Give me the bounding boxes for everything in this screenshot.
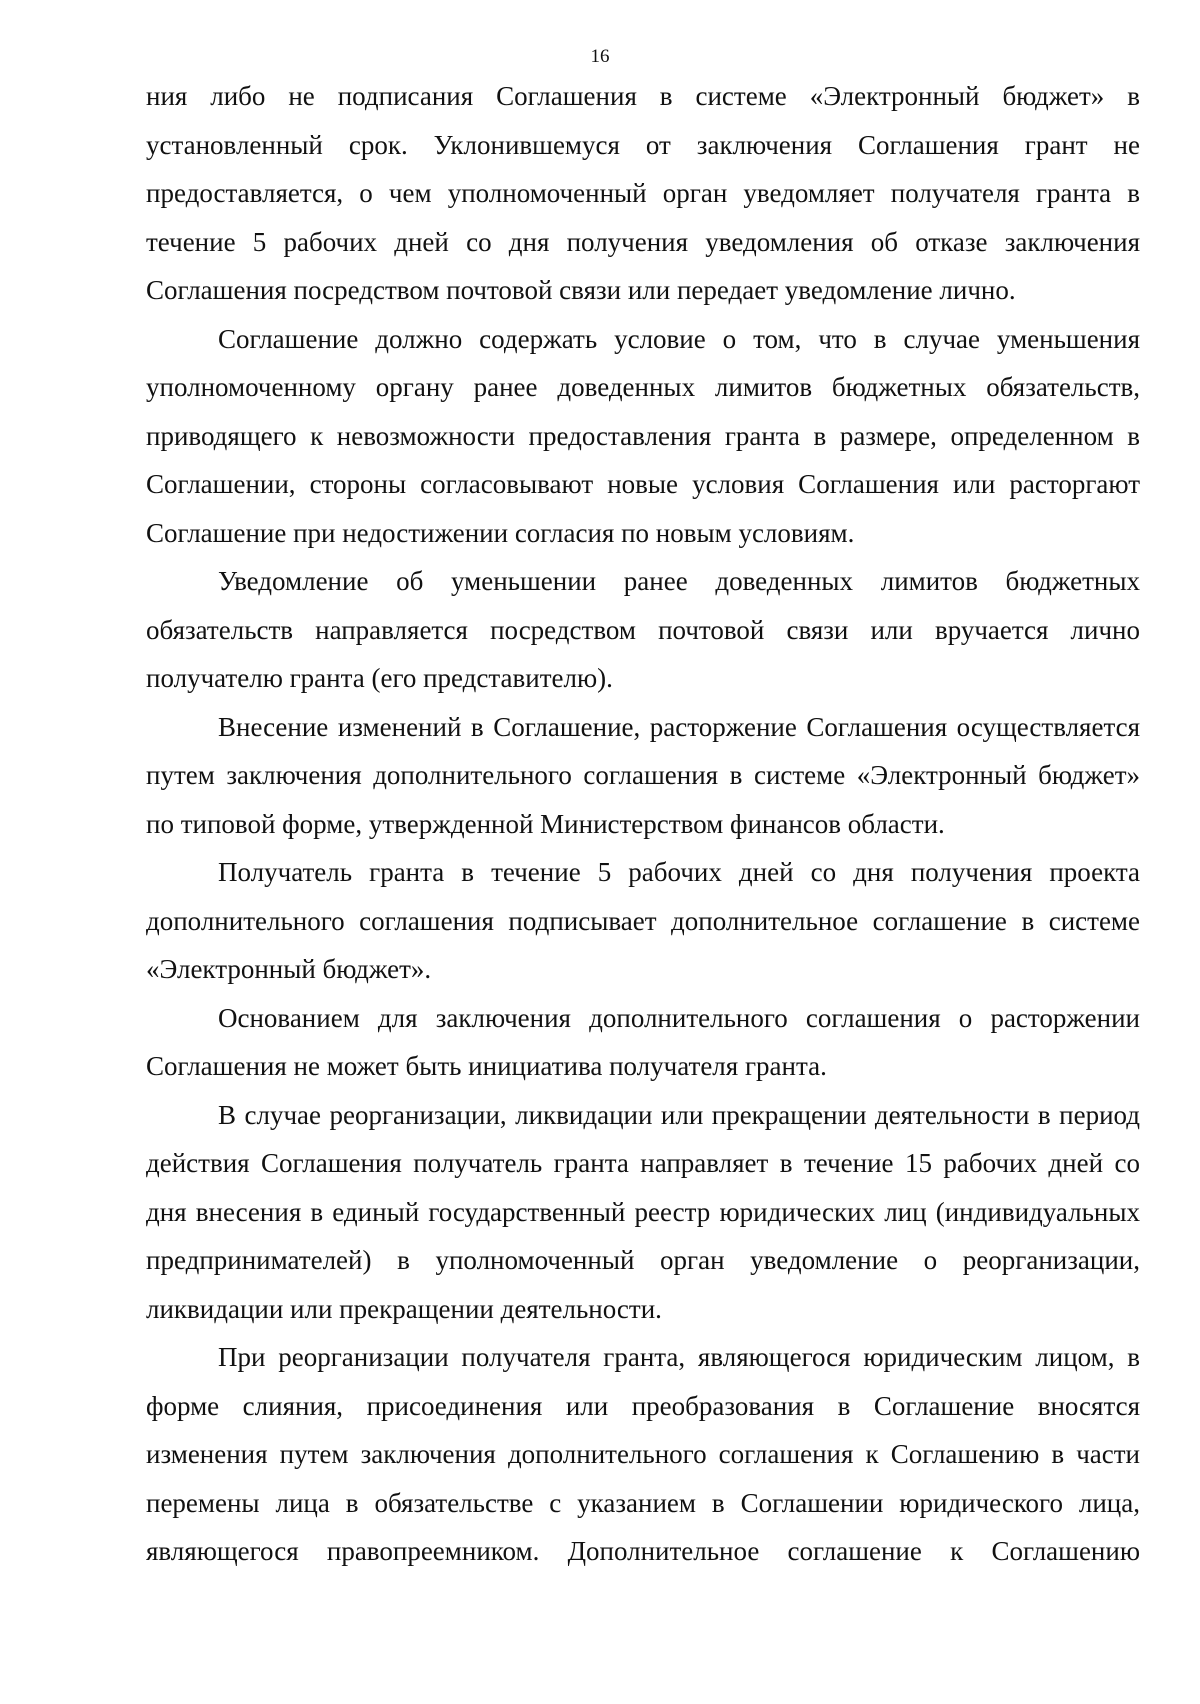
paragraph-7: В случае реорганизации, ликвидации или прекращении деятельности в период действия Соглашения получатель гранта направляет в течение 15 рабочих дней со дня внесения в единый государственный реестр юридических лиц (индивидуальных предпринимателей) в уполномоченный орган уведомление о реорганизации, ликвидации или прекращении деятельности.	[146, 1099, 1140, 1324]
paragraph-2: Соглашение должно содержать условие о том, что в случае уменьшения уполномоченному органу ранее доведенных лимитов бюджетных обязательств, приводящего к невозможности предоставления гранта в размере, определенном в Соглашении, стороны согласовывают новые условия Соглашения или расторгают Соглашение при недостижении согласия по новым условиям.	[146, 323, 1140, 548]
paragraph-8: При реорганизации получателя гранта, являющегося юридическим лицом, в форме слияния, присоединения или преобразования в Соглашение вносятся изменения путем заключения дополнительного соглашения к Соглашению в части перемены лица в обязательстве с указанием в Соглашении юридического лица, являющегося правопреемником. Дополнительное соглашение к Соглашению	[146, 1342, 1140, 1566]
paragraph-5: Получатель гранта в течение 5 рабочих дней со дня получения проекта дополнительного соглашения подписывает дополнительное соглашение в системе «Электронный бюджет».	[146, 857, 1140, 984]
paragraph-3: Уведомление об уменьшении ранее доведенных лимитов бюджетных обязательств направляется посредством почтовой связи или вручается лично получателю гранта (его представителю).	[146, 566, 1140, 693]
paragraph-6: Основанием для заключения дополнительного соглашения о расторжении Соглашения не может быть инициатива получателя гранта.	[146, 1002, 1140, 1081]
paragraph-4: Внесение изменений в Соглашение, расторжение Соглашения осуществляется путем заключения дополнительного соглашения в системе «Электронный бюджет» по типовой форме, утвержденной Министерством финансов области.	[146, 711, 1140, 839]
paragraph-1: ния либо не подписания Соглашения в системе «Электронный бюджет» в установленный срок. Уклонившемуся от заключения Соглашения грант не предоставляется, о чем уполномоченный орган уведомляет получателя гранта в течение 5 рабочих дней со дня получения уведомления об отказе заключения Соглашения посредством почтовой связи или передает уведомление лично.	[146, 81, 1140, 305]
document-body	[146, 72, 1140, 1576]
page-number: 16	[590, 46, 610, 67]
